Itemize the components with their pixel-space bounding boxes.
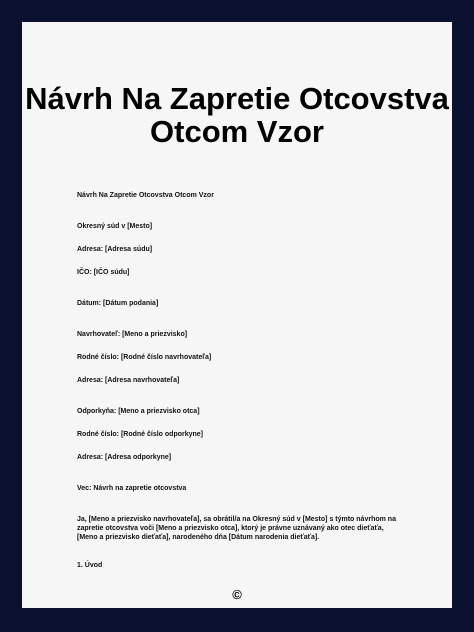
document-heading: Návrh Na Zapretie Otcovstva Otcom Vzor (25, 81, 449, 149)
petitioner-line: Navrhovateľ: [Meno a priezvisko] (77, 331, 188, 338)
copyright-icon: © (232, 587, 242, 602)
document-page (22, 22, 452, 608)
body-paragraph: Ja, [Meno a priezvisko navrhovateľa], sa obrátil/a na Okresný súd v [Mesto] s týmto návrhom na zapretie otcovstva voči [Meno a priezvisko otca], ktorý je právne uznávaný ako otec dieťaťa, [Meno a priezvisko dieťaťa], narodeného dňa [Dátum narodenia dieťaťa]. (77, 516, 396, 541)
court-ico-line: IČO: [IČO súdu] (77, 269, 130, 276)
respondent-line: Odporkyňa: [Meno a priezvisko otca] (77, 408, 200, 415)
petitioner-birth-number-line: Rodné číslo: [Rodné číslo navrhovateľa] (77, 354, 212, 361)
respondent-birth-number-line: Rodné číslo: [Rodné číslo odporkyne] (77, 431, 204, 438)
court-address-line: Adresa: [Adresa súdu] (77, 246, 153, 253)
petitioner-address-line: Adresa: [Adresa navrhovateľa] (77, 377, 180, 384)
document-subheading: Návrh Na Zapretie Otcovstva Otcom Vzor (77, 192, 214, 199)
court-line: Okresný súd v [Mesto] (77, 223, 153, 230)
respondent-address-line: Adresa: [Adresa odporkyne] (77, 454, 172, 461)
subject-line: Vec: Návrh na zapretie otcovstva (77, 485, 187, 492)
section-intro-heading: 1. Úvod (77, 562, 103, 569)
date-line: Dátum: [Dátum podania] (77, 300, 159, 307)
